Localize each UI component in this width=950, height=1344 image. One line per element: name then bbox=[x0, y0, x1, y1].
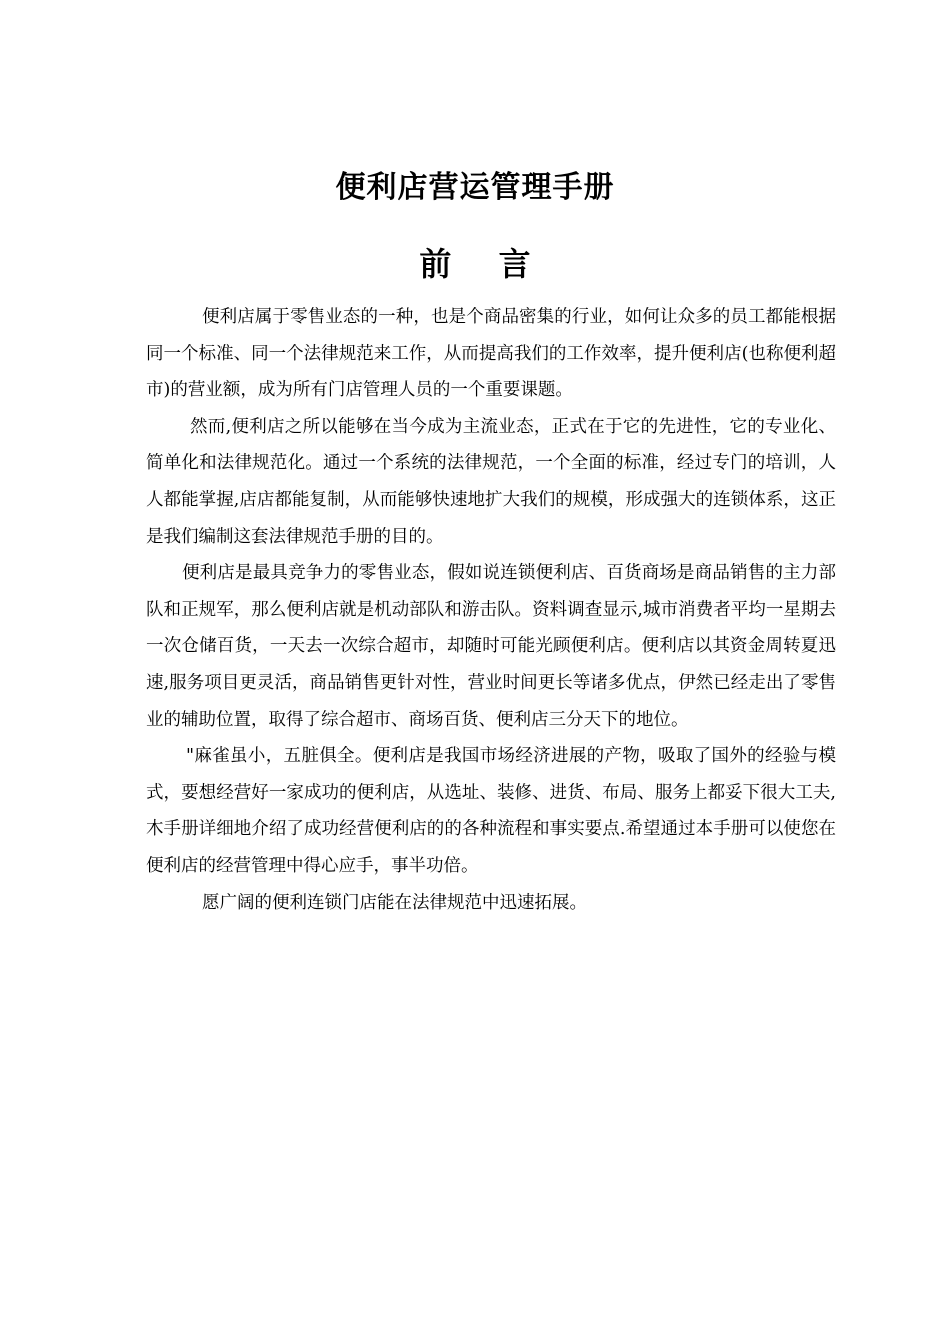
paragraph: 然而,便利店之所以能够在当今成为主流业态，正式在于它的先进性，它的专业化、简单化和法律规范化。通过一个系统的法律规范，一个全面的标准，经过专门的培训，人人都能掌握,店店都能复制，从而能够快速地扩大我们的规模，形成强大的连锁体系，这正是我们编制这套法律规范手册的目的。 bbox=[146, 416, 836, 547]
paragraph: 便利店属于零售业态的一种，也是个商品密集的行业，如何让众多的员工都能根据同一个标准、同一个法律规范来工作，从而提高我们的工作效率，提升便利店(也称便利超市)的营业额，成为所有门店管理人员的一个重要课题。 bbox=[146, 307, 836, 401]
preface-body bbox=[146, 299, 836, 921]
paragraph: 愿广阔的便利连锁门店能在法律规范中迅速拓展。 bbox=[202, 892, 587, 913]
paragraph: 便利店是最具竞争力的零售业态，假如说连锁便利店、百货商场是商品销售的主力部队和正规军，那么便利店就是机动部队和游击队。资料调查显示,城市消费者平均一星期去一次仓储百货，一天去一次综合超市，却随时可能光顾便利店。便利店以其资金周转夏迅速,服务项目更灵活，商品销售更针对性，营业时间更长等诸多优点，伊然已经走出了零售业的辅助位置，取得了综合超市、商场百货、便利店三分天下的地位。 bbox=[146, 563, 836, 730]
document-title: 便利店营运管理手册 bbox=[335, 170, 615, 205]
paragraph: "麻雀虽小，五脏俱全。便利店是我国市场经济进展的产物，吸取了国外的经验与模式，要想经营好一家成功的便利店，从选址、装修、进货、布局、服务上都妥下很大工夫,木手册详细地介绍了成功经营便利店的的各种流程和事实要点.希望通过本手册可以使您在便利店的经营管理中得心应手，事半功倍。 bbox=[146, 746, 836, 876]
section-heading: 前 言 bbox=[419, 245, 549, 283]
